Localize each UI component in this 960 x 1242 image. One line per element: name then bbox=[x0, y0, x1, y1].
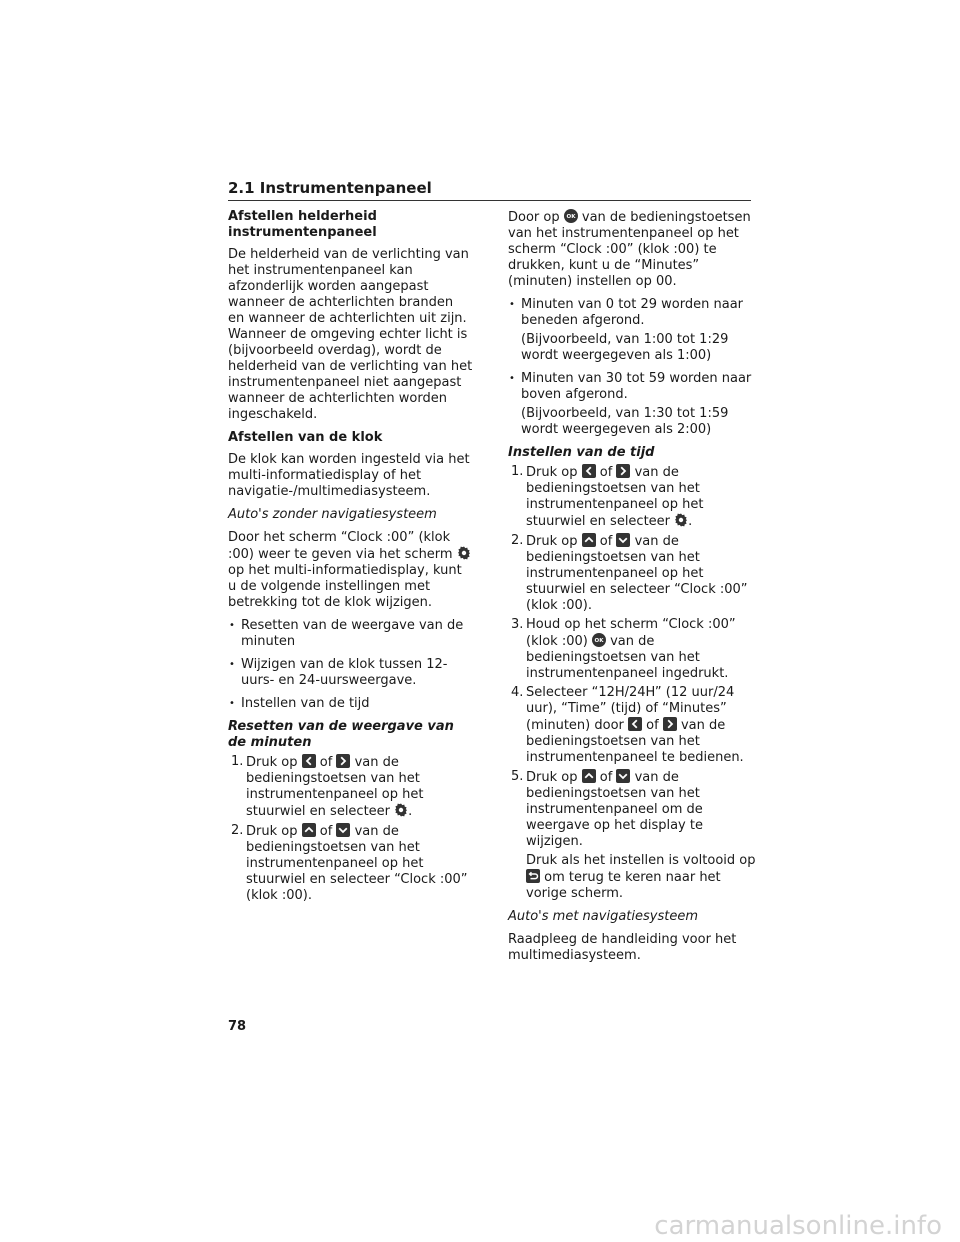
step-number: 4. bbox=[511, 685, 524, 700]
step-item bbox=[511, 769, 758, 902]
list-item-note: (Bijvoorbeeld, van 1:30 tot 1:59 wordt weergegeven als 2:00) bbox=[521, 406, 729, 437]
chevron-left-icon bbox=[582, 464, 596, 478]
paragraph-ok-pre: Door op bbox=[508, 210, 560, 225]
list-item: • Wijzigen van de klok tussen 12-uurs- en 24-uursweergave. bbox=[228, 657, 473, 689]
list-item-text: • Minuten van 0 tot 29 worden naar beneden afgerond. bbox=[521, 297, 744, 328]
label-no-navigation: Auto's zonder navigatiesysteem bbox=[228, 507, 437, 522]
right-column bbox=[508, 209, 758, 971]
paragraph-clock: De klok kan worden ingesteld via het multi-informatiedisplay of het navigatie-/multimediasysteem. bbox=[228, 452, 470, 499]
step-text: Druk op bbox=[526, 534, 578, 549]
step-text: Selecteer “12H/24H” (12 uur/24 uur), “Time” (tijd) of “Minutes” (minuten) door bbox=[526, 685, 735, 733]
step-text: of bbox=[599, 770, 613, 785]
chevron-left-icon bbox=[302, 754, 316, 768]
step-text: van de bedieningstoetsen van het instrumentenpaneel te bedienen. bbox=[526, 718, 744, 765]
paragraph-screen-post: op het multi-informatiedisplay, kunt u de volgende instellingen met betrekking tot de klok wijzigen. bbox=[228, 563, 462, 610]
rounding-list bbox=[508, 297, 758, 438]
step-item bbox=[511, 617, 758, 682]
settings-list bbox=[228, 618, 473, 712]
time-steps bbox=[508, 464, 758, 902]
list-item bbox=[508, 297, 758, 364]
paragraph-navigation: Raadpleeg de handleiding voor het multimediasysteem. bbox=[508, 932, 737, 963]
step-item bbox=[231, 823, 473, 904]
step-text: of bbox=[599, 465, 613, 480]
step-number: 1. bbox=[231, 754, 244, 769]
step-text: om terug te keren naar het vorige scherm. bbox=[526, 870, 721, 901]
ok-button-icon bbox=[564, 209, 578, 223]
step-text: Druk op bbox=[526, 465, 578, 480]
list-item bbox=[508, 371, 758, 438]
chevron-down-icon bbox=[616, 769, 630, 783]
step-number: 1. bbox=[511, 464, 524, 479]
section-title: 2.1 Instrumentenpaneel bbox=[228, 179, 432, 197]
step-text: Houd op het scherm “Clock :00” (klok :00) bbox=[526, 617, 736, 649]
list-item-text: • Minuten van 30 tot 59 worden naar boven afgerond. bbox=[521, 371, 752, 402]
step-number: 2. bbox=[511, 533, 524, 548]
step-number: 3. bbox=[511, 617, 524, 632]
step-number: 2. bbox=[231, 823, 244, 838]
chevron-up-icon bbox=[302, 823, 316, 837]
step-text: Druk op bbox=[526, 770, 578, 785]
chevron-down-icon bbox=[616, 533, 630, 547]
step-item bbox=[231, 754, 473, 820]
step-item bbox=[511, 533, 758, 614]
step-text: van de bedieningstoetsen van het instrumentenpaneel op het stuurwiel en selecteer “Clock :00” (klok :00). bbox=[526, 534, 748, 613]
step-text: . bbox=[688, 514, 693, 529]
step-item bbox=[511, 685, 758, 766]
chevron-up-icon bbox=[582, 769, 596, 783]
step-extra bbox=[526, 853, 758, 902]
left-column bbox=[228, 209, 473, 911]
step-text: van de bedieningstoetsen van het instrumentenpaneel op het stuurwiel en selecteer bbox=[246, 755, 424, 819]
chevron-left-icon bbox=[628, 717, 642, 731]
paragraph-ok bbox=[508, 209, 758, 290]
step-text: Druk als het instellen is voltooid op bbox=[526, 853, 756, 868]
step-text: van de bedieningstoetsen van het instrumentenpaneel ingedrukt. bbox=[526, 634, 729, 681]
step-text: . bbox=[408, 804, 413, 819]
step-text: of bbox=[319, 824, 333, 839]
step-text: of bbox=[599, 534, 613, 549]
chevron-down-icon bbox=[336, 823, 350, 837]
paragraph-screen bbox=[228, 530, 473, 611]
list-item-note: (Bijvoorbeeld, van 1:00 tot 1:29 wordt weergegeven als 1:00) bbox=[521, 332, 729, 363]
step-text: of bbox=[646, 718, 659, 733]
heading-reset-minutes: Resetten van de weergave van de minuten bbox=[228, 719, 454, 750]
chevron-right-icon bbox=[616, 464, 630, 478]
step-item bbox=[511, 464, 758, 530]
step-text: van de bedieningstoetsen van het instrumentenpaneel om de weergave op het display te wijzigen. bbox=[526, 770, 703, 849]
heading-set-time: Instellen van de tijd bbox=[508, 445, 655, 460]
section-header bbox=[228, 178, 751, 201]
back-icon bbox=[526, 869, 540, 883]
list-item: • Resetten van de weergave van de minuten bbox=[228, 618, 473, 650]
gear-icon bbox=[674, 513, 688, 527]
ok-button-icon bbox=[592, 633, 606, 647]
reset-steps bbox=[228, 754, 473, 904]
step-text: Druk op bbox=[246, 755, 298, 770]
watermark: carmanualsonline.info bbox=[654, 1211, 942, 1241]
paragraph-screen-pre: Door het scherm “Clock :00” (klok :00) weer te geven via het scherm bbox=[228, 530, 453, 562]
ok-icon-label: OK bbox=[566, 214, 576, 221]
gear-icon bbox=[394, 803, 408, 817]
step-text: of bbox=[319, 755, 333, 770]
chevron-right-icon bbox=[663, 717, 677, 731]
step-number: 5. bbox=[511, 769, 524, 784]
paragraph-ok-post: van de bedieningstoetsen van het instrumentenpaneel op het scherm “Clock :00” (klok :00) te drukken, kunt u de “Minutes” (minuten) instellen op 00. bbox=[508, 210, 751, 289]
heading-brightness: Afstellen helderheid instrumentenpaneel bbox=[228, 209, 377, 240]
list-item: • Instellen van de tijd bbox=[228, 696, 473, 712]
paragraph-brightness: De helderheid van de verlichting van het instrumentenpaneel kan afzonderlijk worden aangepast wanneer de achterlichten branden en wanneer de achterlichten uit zijn. Wanneer de omgeving echter licht is (bijvoorbeeld overdag), wordt de helderheid van de verlichting van het instrumentenpaneel niet aangepast wanneer de achterlichten worden ingeschakeld. bbox=[228, 247, 473, 422]
gear-icon bbox=[457, 546, 471, 560]
chevron-up-icon bbox=[582, 533, 596, 547]
page-number: 78 bbox=[228, 1019, 247, 1034]
step-text: Druk op bbox=[246, 824, 298, 839]
step-text: van de bedieningstoetsen van het instrumentenpaneel op het stuurwiel en selecteer “Clock :00” (klok :00). bbox=[246, 824, 468, 903]
heading-clock: Afstellen van de klok bbox=[228, 430, 383, 445]
step-text: van de bedieningstoetsen van het instrumentenpaneel op het stuurwiel en selecteer bbox=[526, 465, 704, 529]
chevron-right-icon bbox=[336, 754, 350, 768]
label-with-navigation: Auto's met navigatiesysteem bbox=[508, 909, 698, 924]
ok-icon-label: OK bbox=[594, 638, 604, 645]
